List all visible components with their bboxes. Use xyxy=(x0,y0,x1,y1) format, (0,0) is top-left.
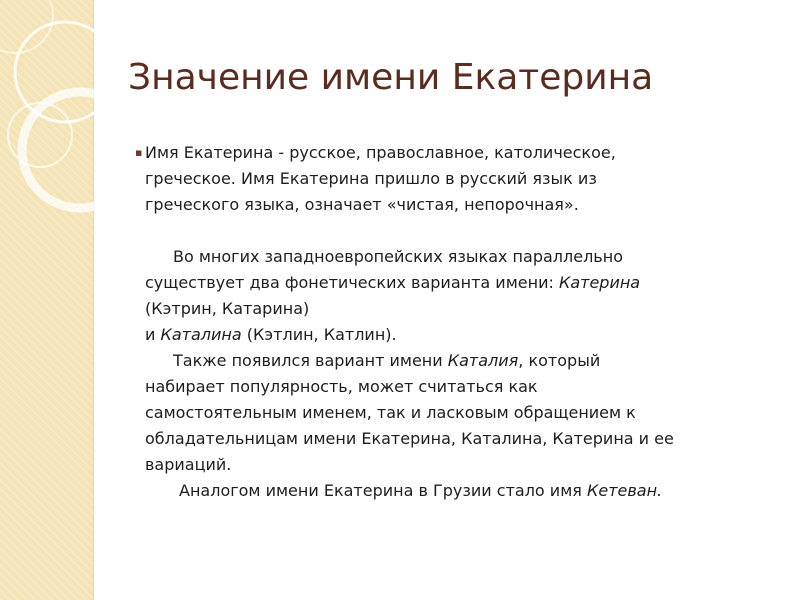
paragraph-variants-line-4-prefix: и xyxy=(145,325,161,344)
paragraph-katalia-line-2: набирает популярность, может считаться как xyxy=(145,377,538,396)
name-ketevan: Кетеван. xyxy=(586,481,663,500)
slide-title: Значение имени Екатерина xyxy=(128,57,654,98)
paragraph-variants-line-2-prefix: существует два фонетических варианта имени: xyxy=(145,273,559,292)
paragraph-origin-line-3: греческого языка, означает «чистая, непорочная». xyxy=(145,195,579,214)
paragraph-variants-line-3: (Кэтрин, Катарина) xyxy=(145,299,310,318)
paragraph-origin xyxy=(145,140,765,218)
side-band-edge-line xyxy=(93,0,94,600)
paragraph-spacer xyxy=(145,218,765,244)
paragraph-katalia-line-4: обладательницам имени Екатерина, Каталина, Катерина и ее xyxy=(145,429,674,448)
side-decoration-band xyxy=(0,0,93,600)
paragraph-origin-line-2: греческое. Имя Екатерина пришло в русский язык из xyxy=(145,169,597,188)
slide-body xyxy=(145,140,765,504)
paragraph-georgia xyxy=(145,478,765,504)
paragraph-variants xyxy=(145,244,765,348)
name-katalia: Каталия xyxy=(447,351,519,370)
paragraph-variants-line-4-suffix: (Кэтлин, Катлин). xyxy=(241,325,397,344)
paragraph-katalia-line-5: вариаций. xyxy=(145,455,232,474)
paragraph-origin-line-1: Имя Екатерина - русское, православное, католическое, xyxy=(145,143,616,162)
paragraph-georgia-prefix: Аналогом имени Екатерина в Грузии стало имя xyxy=(179,481,587,500)
paragraph-katalia-line-1-suffix: , который xyxy=(518,351,601,370)
paragraph-variants-line-1: Во многих западноевропейских языках параллельно xyxy=(173,247,623,266)
name-katalina: Каталина xyxy=(160,325,242,344)
paragraph-katalia-line-3: самостоятельным именем, так и ласковым обращением к xyxy=(145,403,636,422)
paragraph-katalia-line-1-prefix: Также появился вариант имени xyxy=(173,351,448,370)
name-katerina: Катерина xyxy=(558,273,641,292)
paragraph-katalia xyxy=(145,348,765,478)
bullet-square-icon: ▪ xyxy=(135,146,143,159)
